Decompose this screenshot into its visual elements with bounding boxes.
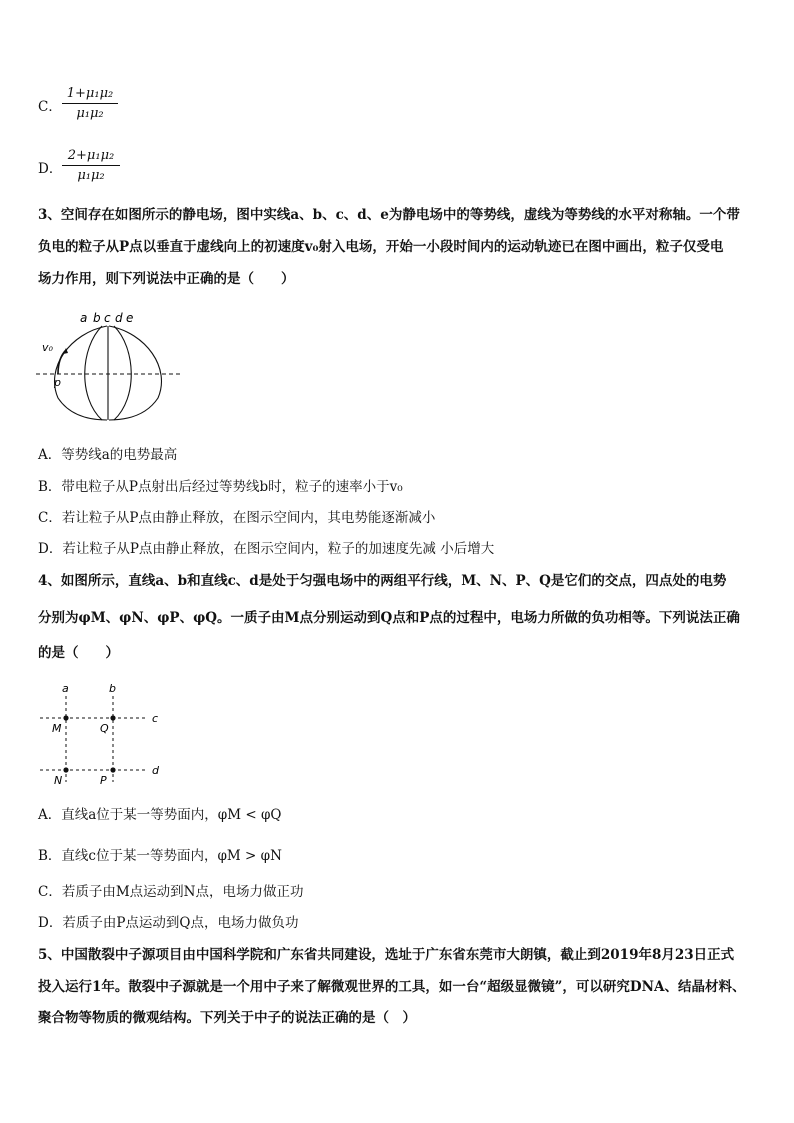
q5-line-2: 投入运行1年。散裂中子源就是一个用中子来了解微观世界的工具，如一台“超级显微镜”，可以研究DNA、结晶材料、 (38, 979, 746, 995)
option-d-label: D． (38, 161, 63, 177)
option-d-fraction (62, 148, 120, 183)
q3-option-c: C．若让粒子从P点由静止释放，在图示空间内，其电势能逐渐减小 (38, 510, 436, 526)
q3-line-2: 负电的粒子从P点以垂直于虚线向上的初速度v₀射入电场，开始一小段时间内的运动轨迹已在图中画出，粒子仅受电 (38, 239, 724, 255)
q4-option-d: D．若质子由P点运动到Q点，电场力做负功 (38, 915, 299, 931)
equipotential-e (109, 326, 161, 420)
option-c-label: C． (38, 99, 62, 115)
label-d: d (115, 311, 123, 325)
label-line-b: b (109, 682, 116, 695)
q4-line-3: 的是（ ） (38, 645, 119, 661)
option-c-numerator: 1+μ₁μ₂ (66, 86, 114, 101)
q3-line-3: 场力作用，则下列说法中正确的是（ ） (38, 271, 295, 287)
option-d-denominator: μ₁μ₂ (77, 168, 105, 183)
label-line-c: c (152, 712, 159, 725)
point-Q (110, 715, 115, 720)
q3-equipotential-figure (30, 308, 190, 428)
q3-option-a: A．等势线a的电势最高 (38, 447, 178, 463)
q5-line-3: 聚合物等物质的微观结构。下列关于中子的说法正确的是（ ） (38, 1010, 416, 1026)
option-d-numerator: 2+μ₁μ₂ (67, 148, 115, 163)
q4-grid-figure (36, 680, 176, 790)
label-line-d: d (152, 764, 159, 777)
q4-option-c: C．若质子由M点运动到N点，电场力做正功 (38, 884, 304, 900)
q3-option-b: B．带电粒子从P点射出后经过等势线b时，粒子的速率小于v₀ (38, 479, 403, 495)
q4-option-b: B．直线c位于某一等势面内，φM > φN (38, 848, 282, 864)
label-N: N (54, 774, 63, 787)
q4-line-1: 4、如图所示，直线a、b和直线c、d是处于匀强电场中的两组平行线，M、N、P、Q是它们的交点，四点处的电势 (38, 573, 727, 589)
q5-line-1: 5、中国散裂中子源项目由中国科学院和广东省共同建设，选址于广东省东莞市大朗镇，截止到2019年8月23日正式 (38, 947, 735, 963)
q4-option-a: A．直线a位于某一等势面内，φM < φQ (38, 807, 282, 823)
label-P: P (100, 774, 107, 787)
point-M (63, 715, 68, 720)
label-M: M (52, 722, 62, 735)
option-c-fraction (62, 86, 118, 121)
label-Q: Q (100, 722, 109, 735)
label-e: e (126, 311, 134, 325)
option-c-denominator: μ₁μ₂ (76, 106, 104, 121)
label-a: a (80, 311, 88, 325)
equipotential-b (85, 326, 102, 420)
q3-option-d: D．若让粒子从P点由静止释放，在图示空间内，粒子的加速度先减 小后增大 (38, 541, 495, 557)
label-line-a: a (62, 682, 69, 695)
label-b: b (93, 311, 101, 325)
equipotential-a (55, 326, 107, 420)
label-v0: v₀ (42, 341, 53, 354)
label-c: c (104, 311, 111, 325)
label-p: p (54, 376, 61, 389)
point-P (110, 767, 115, 772)
point-N (63, 767, 68, 772)
q4-line-2: 分别为φM、φN、φP、φQ。一质子由M点分别运动到Q点和P点的过程中，电场力所做的负功相等。下列说法正确 (38, 610, 740, 626)
equipotential-d (114, 326, 131, 420)
q3-line-1: 3、空间存在如图所示的静电场，图中实线a、b、c、d、e为静电场中的等势线，虚线为等势线的水平对称轴。一个带 (38, 207, 740, 223)
